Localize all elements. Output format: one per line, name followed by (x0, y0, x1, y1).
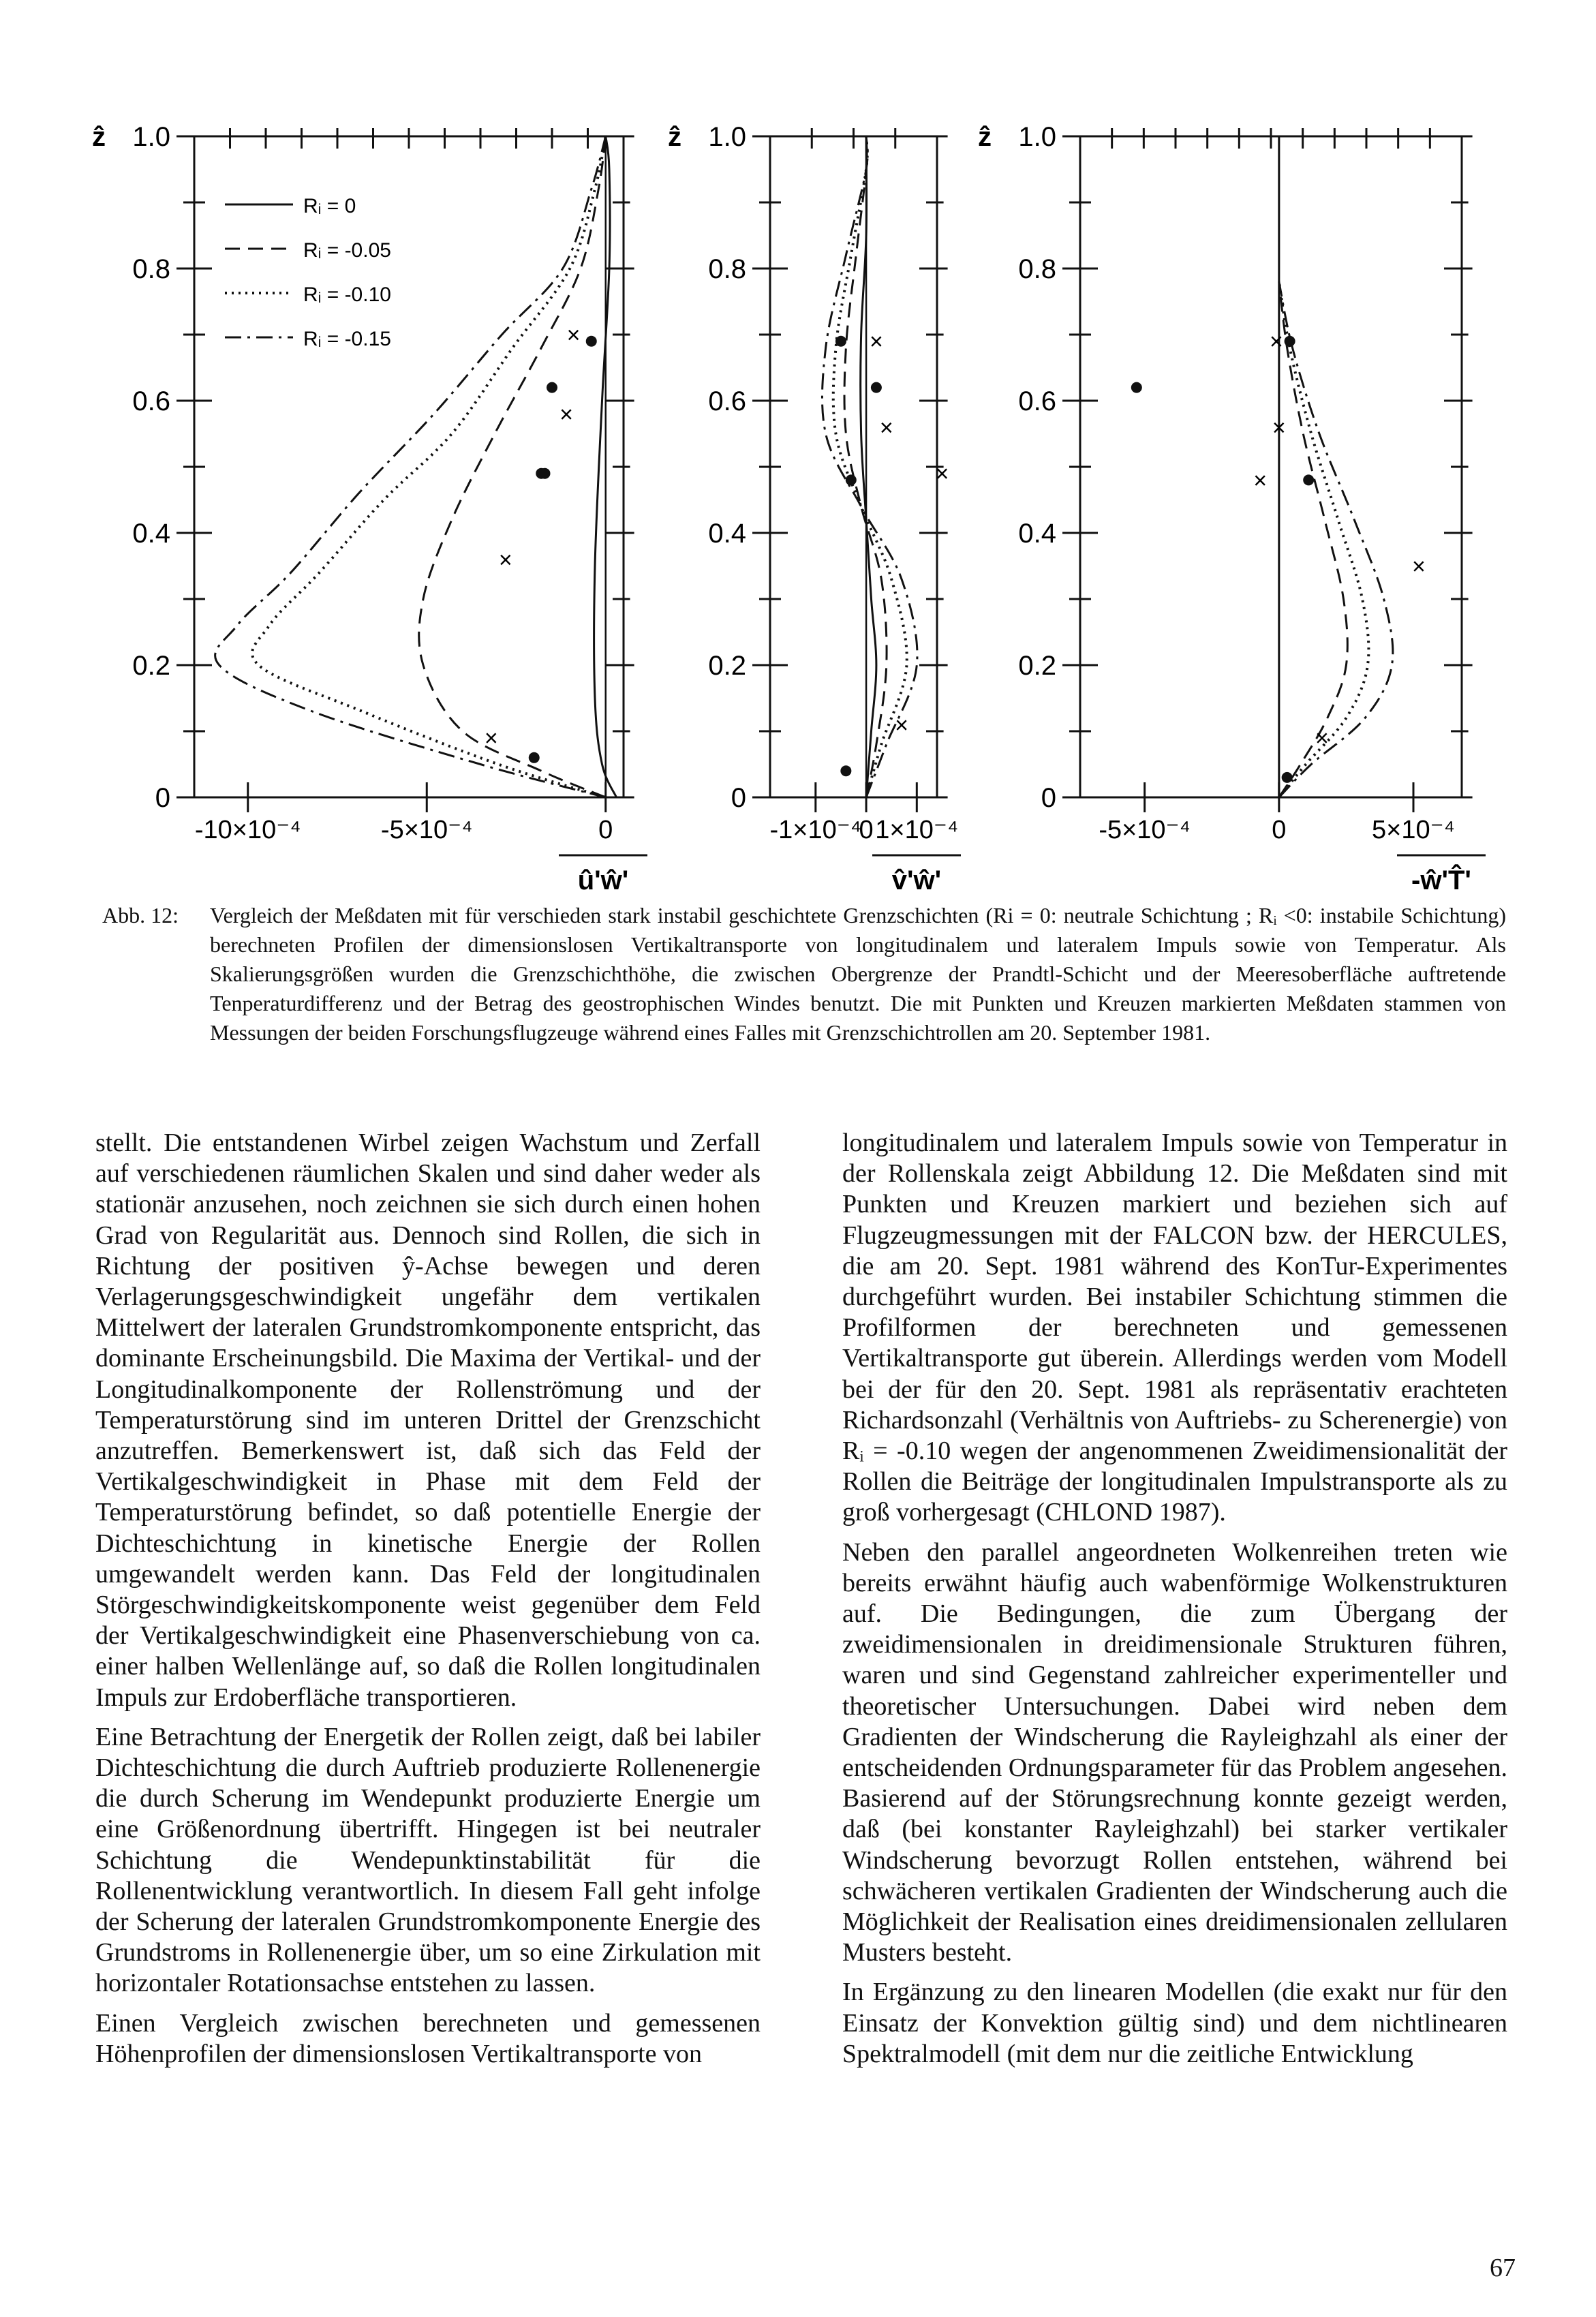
y-tick-label: 1.0 (1018, 122, 1056, 152)
paragraph: Eine Betrachtung der Energetik der Rollen zeigt, daß bei labiler Dichteschichtung die durch Auftrieb produzierte Rollenenergie die durch Scherung im Wendepunkt produzierte Energie um eine Größenordnung übertrifft. Hingegen ist bei neutraler Schichtung die Wendepunktinstabilität für die Rollenentwicklung verantwortlich. In diesem Fall geht infolge der Scherung der lateralen Grundstromkomponente Energie des Grundstroms in Rollenenergie über, um so eine Zirkulation mit horizontaler Rotationsachse entstehen zu lassen. (95, 1722, 761, 1998)
measured-dot (871, 382, 882, 393)
measured-cross: × (1411, 553, 1426, 580)
x-tick-label: -1×10⁻⁴ (769, 816, 862, 844)
y-tick-label: 0.2 (1018, 651, 1056, 681)
y-tick-label: 0.8 (132, 254, 170, 284)
series-line (861, 136, 876, 797)
measured-cross: × (869, 328, 883, 355)
measured-dot (540, 468, 551, 479)
y-tick-label: 0.4 (1018, 519, 1056, 549)
page-number: 67 (1490, 2254, 1516, 2282)
plot-frame (194, 136, 624, 797)
series-line (833, 136, 907, 797)
caption-text: Vergleich der Meßdaten mit für verschieden stark instabil geschichtete Grenzschichten (Ri = 0: neutrale Schichtung ; Rᵢ <0: instabile Schichtung) berechneten Profilen der dimensionslosen Vertikaltransporte von longitudinalem und lateralem Impuls sowie von Temperatur. Als Skalierungsgrößen wurden die Grenzschichthöhe, die zwischen Obergrenze der Prandtl-Schicht und der Meeresoberfläche auftretende Tenperaturdifferenz und der Betrag des geostrophischen Windes benutzt. Die mit Punkten und Kreuzen markierten Meßdaten stammen von Messungen der beiden Forschungsflugzeuge während eines Falles mit Grenzschichtrollen am 20. September 1981. (210, 903, 1506, 1045)
y-tick-label: 0.2 (132, 651, 170, 681)
plot-frame (770, 136, 937, 797)
x-tick-label: -5×10⁻⁴ (1099, 816, 1191, 844)
y-axis-label: ẑ (668, 122, 681, 152)
paragraph: stellt. Die entstandenen Wirbel zeigen Wachstum und Zerfall auf verschiedenen räumlichen Skalen und sind daher weder als stationär anzusehen, noch zeichnen sie sich durch einen hohen Grad von Regularität aus. Dennoch sind Rollen, die sich in Richtung der positiven ŷ-Achse bewegen und deren Verlagerungsgeschwindigkeit ungefähr dem vertikalen Mittelwert der lateralen Grundstromkomponente entspricht, das dominante Erscheinungsbild. Die Maxima der Vertikal- und der Longitudinalkomponente der Rollenströmung und der Temperaturstörung sind im unteren Drittel der Grenzschicht anzutreffen. Bemerkenswert ist, daß sich das Feld der Vertikalgeschwindigkeit in Phase mit dem Feld der Temperaturstörung befindet, so daß potentielle Energie der Dichteschichtung in kinetische Energie der Rollen umgewandelt werden kann. Das Feld der longitudinalen Störgeschwindigkeitskomponente weist gegenüber dem Feld der Vertikalgeschwindigkeit eine Phasenverschiebung von ca. einer halben Wellenlänge auf, so daß die Rollen longitudinalen Impuls zur Erdoberfläche transportieren. (95, 1129, 761, 1712)
measured-cross: × (498, 547, 512, 573)
y-tick-label: 0 (1041, 783, 1056, 813)
x-tick-label: 0 (859, 816, 874, 844)
x-tick-label: -10×10⁻⁴ (194, 816, 301, 844)
y-tick-label: 0.6 (132, 386, 170, 416)
y-tick-label: 0.8 (708, 254, 746, 284)
paragraph: In Ergänzung zu den linearen Modellen (die exakt nur für den Einsatz der Konvektion gültig sind) und dem nichtlinearen Spektralmodell (mit dem nur die zeitliche Entwicklung (842, 1978, 1507, 2068)
x-tick-label: 1×10⁻⁴ (875, 816, 959, 844)
series-line (252, 136, 606, 797)
series-line (1279, 281, 1347, 797)
measured-dot (1285, 336, 1295, 347)
y-tick-label: 0.4 (708, 519, 746, 549)
paragraph: longitudinalem und lateralem Impuls sowie von Temperatur in der Rollenskala zeigt Abbildung 12. Die Meßdaten sind mit Punkten und Kreuzen markiert und beziehen sich auf Flugzeugmessungen mit der FALCON bzw. der HERCULES, die am 20. Sept. 1981 während des KonTur-Experimentes durchgeführt wurden. Bei instabiler Schichtung stimmen die Profilformen der berechneten und gemessenen Vertikaltransporte gut überein. Allerdings werden vom Modell bei der für den 20. Sept. 1981 als repräsentativ erachteten Richardsonzahl (Verhältnis von Auftriebs- zu Scherenergie) von Rᵢ = -0.10 wegen der angenommenen Zweidimensionalität der Rollen die Beiträge der longitudinalen Impulstransporte als zu groß vorhergesagt (CHLOND 1987). (842, 1129, 1507, 1527)
y-tick-label: 1.0 (708, 122, 746, 152)
series-line (1279, 281, 1393, 797)
x-axis-label: û'ŵ' (577, 865, 629, 895)
paragraph: Einen Vergleich zwischen berechneten und gemessenen Höhenprofilen der dimensionslosen Vertikaltransporte von (95, 2008, 761, 2068)
measured-dot (835, 336, 846, 347)
measured-dot (1131, 382, 1142, 393)
paragraph: Neben den parallel angeordneten Wolkenreihen treten wie bereits erwähnt häufig auch wabenförmige Wolkenstrukturen auf. Die Bedingungen, die zum Übergang der zweidimensionalen in dreidimensionale Strukturen führen, waren und sind Gegenstand zahlreicher experimenteller und theoretischer Untersuchungen. Dabei wird neben dem Gradienten der Windscherung die Rayleighzahl als einer der entscheidenden Ordnungsparameter für das Problem angesehen. Basierend auf der Störungsrechnung konnte gezeigt werden, daß (bei konstanter Rayleighzahl) bei starker vertikaler Windscherung bevorzugt Rollen entstehen, während bei schwächeren vertikalen Gradienten der Windscherung auch die Möglichkeit der Realisation eines dreidimensionalen zellularen Musters besteht. (842, 1537, 1507, 1967)
y-tick-label: 0.8 (1018, 254, 1056, 284)
measured-dot (846, 474, 857, 485)
measured-dot (1303, 474, 1314, 485)
measured-cross: × (484, 725, 498, 752)
series-line (215, 136, 606, 797)
y-tick-label: 0.2 (708, 651, 746, 681)
y-axis-label: ẑ (92, 122, 106, 152)
measured-cross: × (1269, 328, 1283, 355)
caption-label: Abb. 12: (102, 903, 179, 927)
legend-label: Rᵢ = -0.10 (303, 283, 391, 306)
x-tick-label: 0 (598, 816, 613, 844)
plot-frame (1080, 136, 1462, 797)
y-tick-label: 0.6 (1018, 386, 1056, 416)
y-tick-label: 0 (731, 783, 746, 813)
measured-dot (529, 752, 540, 763)
measured-cross: × (1272, 414, 1286, 441)
measured-cross: × (559, 401, 573, 428)
figure-caption (102, 901, 1506, 1047)
x-tick-label: 0 (1272, 816, 1287, 844)
measured-cross: × (1315, 725, 1329, 752)
measured-dot (586, 336, 597, 347)
measured-cross: × (566, 322, 581, 348)
x-tick-label: 5×10⁻⁴ (1372, 816, 1456, 844)
y-tick-label: 0 (155, 783, 170, 813)
measured-cross: × (879, 414, 893, 441)
y-tick-label: 1.0 (132, 122, 170, 152)
series-line (822, 136, 917, 797)
measured-cross: × (1253, 467, 1268, 494)
x-axis-label: v̂'ŵ' (891, 865, 942, 895)
legend-label: Rᵢ = -0.15 (303, 328, 391, 350)
measured-dot (1282, 772, 1293, 783)
measured-dot (840, 765, 851, 776)
measured-cross: × (895, 712, 908, 739)
x-tick-label: -5×10⁻⁴ (380, 816, 473, 844)
figure-12 (0, 0, 1596, 900)
legend-label: Rᵢ = 0 (303, 195, 356, 217)
legend-label: Rᵢ = -0.05 (303, 239, 391, 262)
x-axis-label: -ŵ'T̂' (1411, 865, 1471, 895)
measured-dot (547, 382, 557, 393)
series-line (1279, 281, 1369, 797)
body-column-right (842, 1128, 1507, 2078)
y-tick-label: 0.4 (132, 519, 170, 549)
y-tick-label: 0.6 (708, 386, 746, 416)
y-axis-label: ẑ (978, 122, 992, 152)
measured-cross: × (935, 461, 949, 487)
body-column-left (95, 1128, 761, 2078)
